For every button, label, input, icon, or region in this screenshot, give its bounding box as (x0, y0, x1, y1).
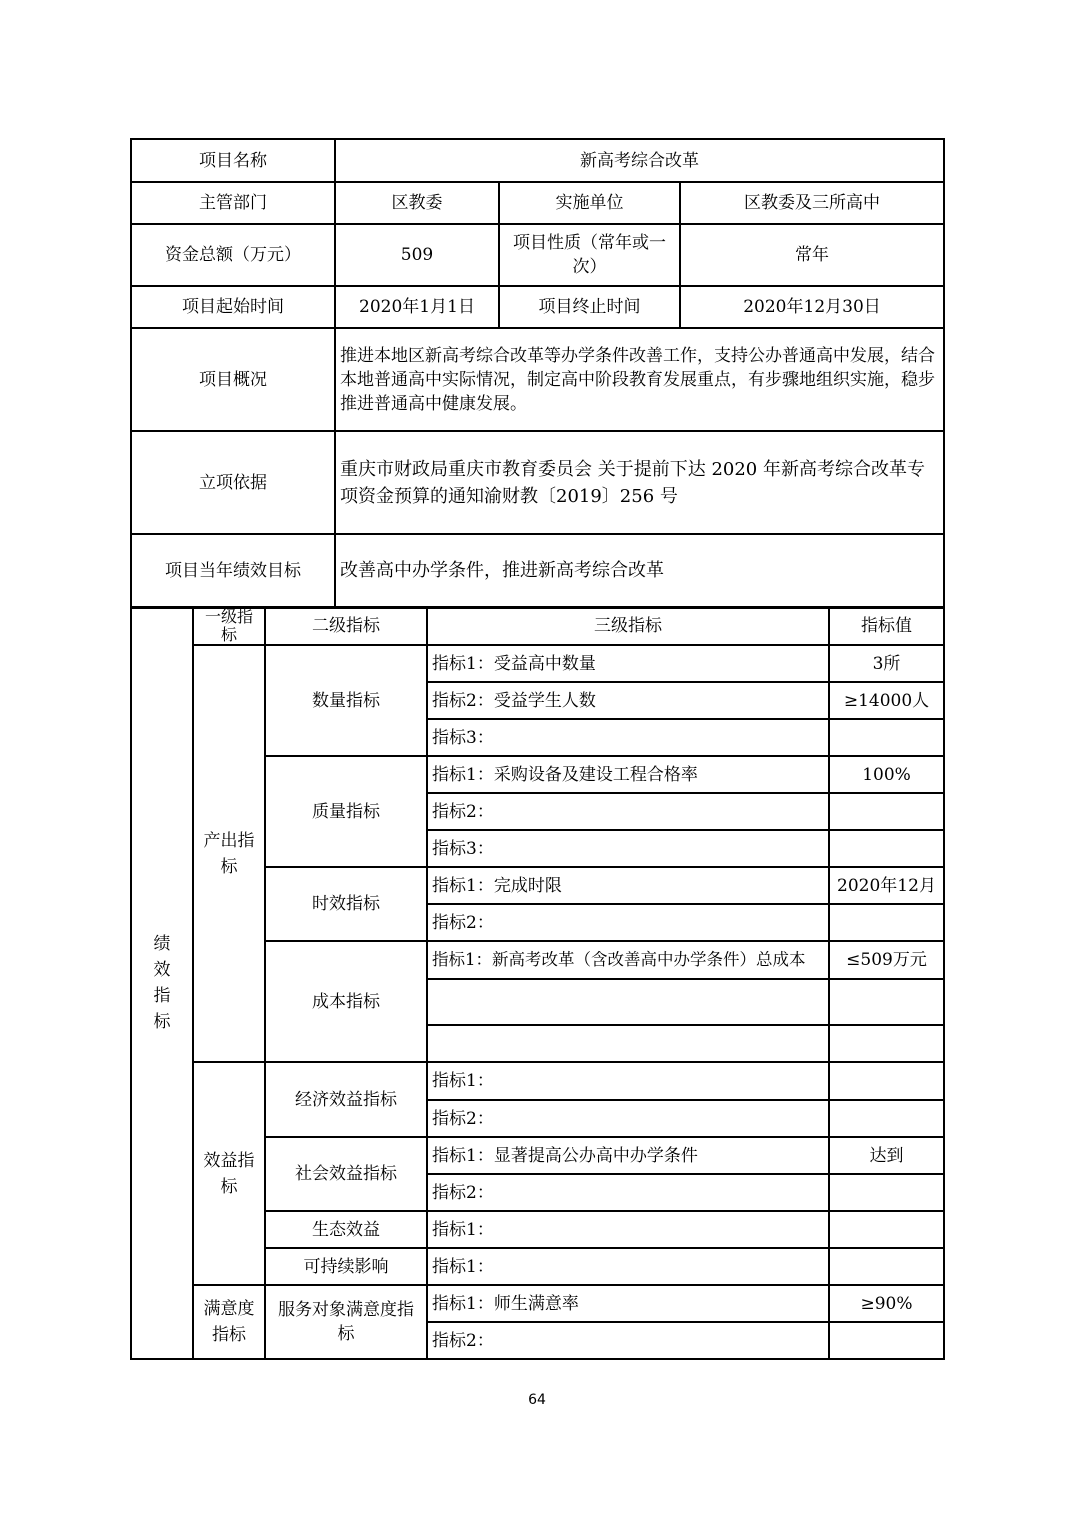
indicator-text: 指标1：受益高中数量 (427, 645, 829, 682)
fund-label: 资金总额（万元） (131, 224, 335, 286)
cost-label: 成本指标 (265, 941, 427, 1062)
unit-label: 实施单位 (499, 182, 680, 224)
header-level2: 二级指标 (265, 607, 427, 645)
dept-label: 主管部门 (131, 182, 335, 224)
performance-indicators-table (130, 606, 945, 1360)
ecological-label: 生态效益 (265, 1211, 427, 1248)
output-text: 产出指标 (203, 830, 255, 877)
end-label: 项目终止时间 (499, 286, 680, 328)
indicator-value: ≥90% (829, 1285, 944, 1322)
indicator-text: 指标2： (427, 1174, 829, 1211)
perf-section-text: 绩效指标 (153, 934, 171, 1032)
indicator-value (829, 1174, 944, 1211)
indicator-text: 指标3： (427, 719, 829, 756)
start-label: 项目起始时间 (131, 286, 335, 328)
indicator-text: 指标2： (427, 1100, 829, 1137)
project-info-table (130, 138, 945, 609)
header-level1: 一级指标 (193, 607, 265, 645)
indicator-text: 指标3： (427, 830, 829, 867)
indicator-value: 2020年12月 (829, 867, 944, 904)
indicator-text: 指标1： (427, 1062, 829, 1100)
overview-label: 项目概况 (131, 328, 335, 431)
nature-value: 常年 (680, 224, 944, 286)
indicator-text: 指标2： (427, 904, 829, 941)
goal-value: 改善高中办学条件，推进新高考综合改革 (335, 534, 944, 608)
indicator-text (427, 979, 829, 1025)
timeliness-label: 时效指标 (265, 867, 427, 941)
project-name-value: 新高考综合改革 (335, 139, 944, 182)
indicator-value (829, 1248, 944, 1285)
indicator-value (829, 719, 944, 756)
indicator-text: 指标1： (427, 1248, 829, 1285)
indicator-value: ≤509万元 (829, 941, 944, 979)
indicator-text: 指标2：受益学生人数 (427, 682, 829, 719)
indicator-value (829, 1100, 944, 1137)
indicator-value (829, 1211, 944, 1248)
indicator-value (829, 1062, 944, 1100)
indicator-value (829, 904, 944, 941)
nature-label: 项目性质（常年或一次） (499, 224, 680, 286)
indicator-value (829, 793, 944, 830)
satisfaction-text: 满意度指标 (203, 1299, 255, 1345)
satisfaction-indicators-label (193, 1285, 265, 1359)
indicator-text: 指标2： (427, 793, 829, 830)
benefit-indicators-label (193, 1062, 265, 1285)
indicator-text: 指标1：显著提高公办高中办学条件 (427, 1137, 829, 1174)
indicator-value (829, 830, 944, 867)
fund-value: 509 (335, 224, 499, 286)
start-value: 2020年1月1日 (335, 286, 499, 328)
overview-value: 推进本地区新高考综合改革等办学条件改善工作，支持公办普通高中发展，结合本地普通高中实际情况，制定高中阶段教育发展重点，有步骤地组织实施，稳步推进普通高中健康发展。 (335, 328, 944, 431)
indicator-text: 指标2： (427, 1322, 829, 1359)
social-label: 社会效益指标 (265, 1137, 427, 1211)
dept-value: 区教委 (335, 182, 499, 224)
page-number: 64 (528, 1392, 546, 1408)
service-satisfaction-label: 服务对象满意度指标 (265, 1285, 427, 1359)
header-value: 指标值 (829, 607, 944, 645)
indicator-value: 达到 (829, 1137, 944, 1174)
unit-value: 区教委及三所高中 (680, 182, 944, 224)
economic-label: 经济效益指标 (265, 1062, 427, 1137)
indicator-value (829, 979, 944, 1025)
indicator-text (427, 1025, 829, 1062)
sustainable-label: 可持续影响 (265, 1248, 427, 1285)
indicator-text: 指标1：师生满意率 (427, 1285, 829, 1322)
project-name-label: 项目名称 (131, 139, 335, 182)
indicator-text: 指标1：新高考改革（含改善高中办学条件）总成本 (427, 941, 829, 979)
indicator-value: 100% (829, 756, 944, 793)
basis-label: 立项依据 (131, 431, 335, 534)
indicator-value: 3所 (829, 645, 944, 682)
indicator-value (829, 1025, 944, 1062)
indicator-text: 指标1：完成时限 (427, 867, 829, 904)
indicator-value: ≥14000人 (829, 682, 944, 719)
header-level3: 三级指标 (427, 607, 829, 645)
indicator-text: 指标1： (427, 1211, 829, 1248)
indicator-value (829, 1322, 944, 1359)
basis-value: 重庆市财政局重庆市教育委员会 关于提前下达 2020 年新高考综合改革专项资金预算的通知渝财教〔2019〕256 号 (335, 431, 944, 534)
quality-label: 质量指标 (265, 756, 427, 867)
indicator-text: 指标1：采购设备及建设工程合格率 (427, 756, 829, 793)
benefit-text: 效益指标 (203, 1150, 255, 1197)
end-value: 2020年12月30日 (680, 286, 944, 328)
goal-label: 项目当年绩效目标 (131, 534, 335, 608)
perf-section-label (131, 607, 193, 1359)
quantity-label: 数量指标 (265, 645, 427, 756)
output-indicators-label (193, 645, 265, 1062)
